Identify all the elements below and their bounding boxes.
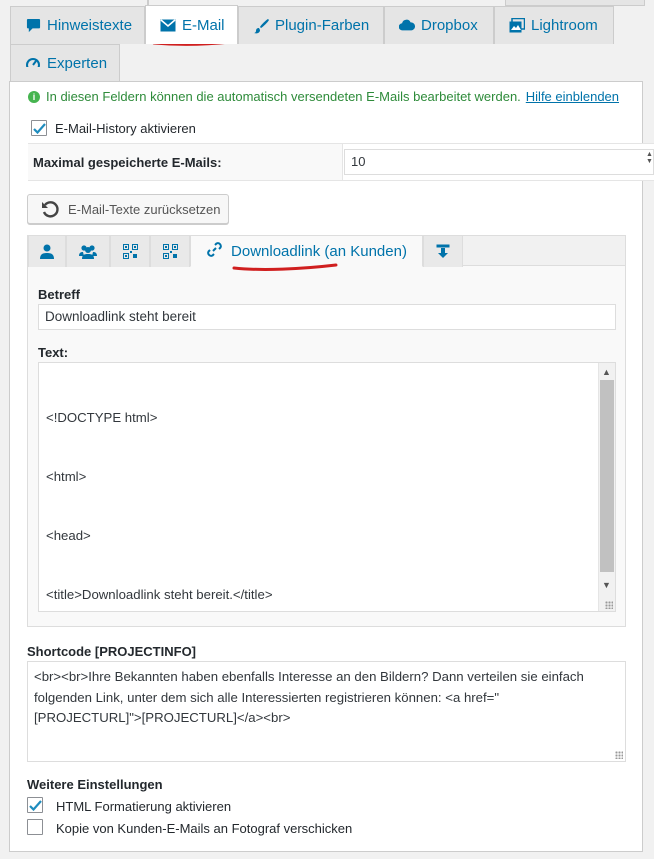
subtab-user[interactable]: [28, 236, 66, 267]
body-line: <!DOCTYPE html>: [46, 410, 158, 426]
body-line: <title>Downloadlink steht bereit.</title>: [46, 586, 273, 602]
number-spinner[interactable]: ▲ ▼: [646, 151, 653, 165]
reset-button-label: E-Mail-Texte zurücksetzen: [68, 201, 221, 217]
shortcode-line: [PROJECTURL]">[PROJECTURL]</a><br>: [34, 710, 291, 725]
annotation-underline: [232, 262, 338, 272]
tab-hinweistexte[interactable]: [10, 6, 145, 44]
envelope-icon: [160, 17, 176, 33]
max-emails-label: Maximal gespeicherte E-Mails:: [33, 155, 222, 170]
qr-code-icon: [123, 244, 138, 259]
qr-code-icon: [163, 244, 178, 259]
scroll-up-arrow[interactable]: ▲: [602, 366, 611, 377]
resize-grip-icon[interactable]: [615, 751, 623, 759]
images-icon: [509, 18, 525, 34]
tab-label: Lightroom: [531, 17, 598, 34]
cloud-icon: [399, 18, 415, 34]
shortcode-label: Shortcode [PROJECTINFO]: [27, 644, 197, 659]
info-notice: [28, 89, 619, 104]
body-text: [46, 369, 596, 612]
link-icon: [206, 241, 223, 262]
undo-icon: [40, 199, 60, 219]
resize-grip-icon[interactable]: [605, 601, 613, 609]
email-history-checkbox[interactable]: [31, 120, 47, 136]
subject-input[interactable]: Downloadlink steht bereit: [38, 304, 616, 330]
copy-to-photographer-checkbox[interactable]: [27, 819, 43, 835]
further-settings-heading: Weitere Einstellungen: [27, 777, 163, 792]
shortcode-line: <br><br>Ihre Bekannten haben ebenfalls Interesse an den Bildern? Dann verteilen sie einfach: [34, 669, 584, 684]
tab-lightroom[interactable]: [494, 6, 614, 44]
tab-label: Plugin-Farben: [275, 17, 370, 34]
tab-label: Dropbox: [421, 17, 478, 34]
subtab-label: Downloadlink (an Kunden): [231, 242, 407, 260]
scroll-thumb[interactable]: [600, 380, 614, 572]
info-icon: i: [28, 91, 40, 103]
speech-bubble-icon: [25, 18, 41, 34]
email-history-label: E-Mail-History aktivieren: [55, 121, 196, 136]
subtab-qr-2[interactable]: [150, 236, 190, 267]
subject-label: Betreff: [38, 287, 80, 302]
user-icon: [40, 244, 54, 259]
users-group-icon: [79, 244, 97, 259]
reset-email-texts-button[interactable]: [27, 194, 229, 224]
subtab-qr-1[interactable]: [110, 236, 150, 267]
textarea-scrollbar[interactable]: [598, 363, 615, 612]
shortcode-text: [34, 667, 619, 729]
subtab-users-group[interactable]: [66, 236, 110, 267]
download-icon: [436, 244, 450, 259]
subtab-download[interactable]: [423, 236, 463, 267]
checkmark-icon: [29, 800, 42, 811]
shortcode-textarea[interactable]: [27, 661, 626, 762]
tab-label: E-Mail: [182, 16, 225, 34]
paintbrush-icon: [253, 18, 269, 34]
tab-dropbox[interactable]: [384, 6, 494, 44]
body-label: Text:: [38, 345, 69, 360]
max-emails-input[interactable]: 10: [344, 149, 654, 175]
copy-to-photographer-label: Kopie von Kunden-E-Mails an Fotograf verschicken: [56, 821, 353, 836]
html-format-checkbox[interactable]: [27, 797, 43, 813]
body-line: <html>: [46, 468, 87, 484]
scroll-down-arrow[interactable]: ▼: [602, 579, 611, 590]
main-tabs: [0, 0, 654, 82]
tab-label: Experten: [47, 55, 108, 72]
html-format-label: HTML Formatierung aktivieren: [56, 799, 232, 814]
tab-label: Hinweistexte: [47, 17, 133, 34]
body-textarea[interactable]: [38, 362, 616, 612]
dashboard-icon: [25, 56, 41, 72]
checkmark-icon: [33, 123, 46, 134]
tab-email[interactable]: [145, 5, 238, 44]
body-line: <head>: [46, 527, 91, 543]
tab-experten[interactable]: [10, 44, 120, 82]
notice-text: In diesen Feldern können die automatisch versendeten E-Mails bearbeitet werden.: [46, 89, 521, 104]
shortcode-line: folgenden Link, unter dem sich alle Interessierten registrieren können: <a href=": [34, 689, 500, 705]
help-link[interactable]: Hilfe einblenden: [525, 89, 620, 104]
tab-plugin-farben[interactable]: [238, 6, 384, 44]
